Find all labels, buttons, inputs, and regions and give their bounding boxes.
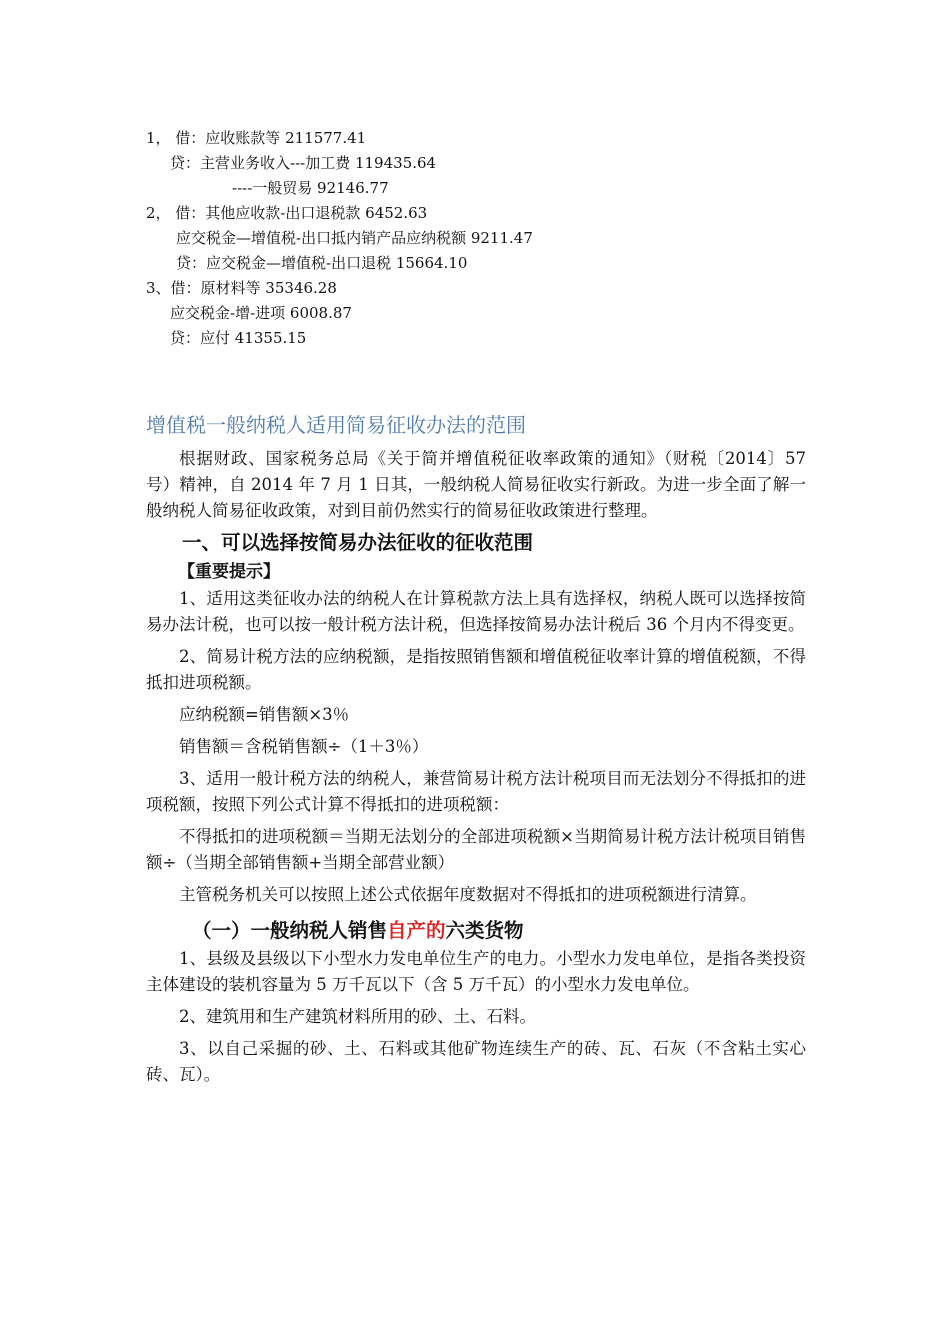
entry-line: 贷：主营业务收入---加工费 119435.64	[170, 154, 437, 172]
intro-paragraph: 根据财政、国家税务总局《关于简并增值税征收率政策的通知》（财税〔2014〕57 号）精神，自 2014 年 7 月 1 日其，一般纳税人简易征收实行新政。为进一步全面了解一般纳税人简易征收政策，对到目前仍然实行的简易征收政策进行整理。	[146, 449, 806, 520]
formula-tax-payable: 应纳税额=销售额×3％	[179, 705, 350, 724]
heading-six-goods-post: 六类货物	[445, 919, 524, 942]
entry-line: 2， 借：其他应收款-出口退税款 6452.63	[146, 204, 428, 222]
item-3: 3、以自己采掘的砂、土、石料或其他矿物连续生产的砖、瓦、石灰（不含粘土实心砖、瓦）。	[146, 1039, 806, 1084]
note-4: 主管税务机关可以按照上述公式依据年度数据对不得抵扣的进项税额进行清算。	[179, 885, 757, 904]
formula-sales-amount: 销售额＝含税销售额÷（1＋3％）	[179, 737, 429, 756]
section-title: 增值税一般纳税人适用简易征收办法的范围	[146, 413, 526, 437]
journal-entries	[146, 126, 846, 351]
item-1: 1、县级及县级以下小型水力发电单位生产的电力。小型水力发电单位，是指各类投资主体建设的装机容量为 5 万千瓦以下（含 5 万千瓦）的小型水力发电单位。	[146, 949, 806, 994]
note-1: 1、适用这类征收办法的纳税人在计算税款方法上具有选择权，纳税人既可以选择按简易办法计税，也可以按一般计税方法计税，但选择按简易办法计税后 36 个月内不得变更。	[146, 589, 806, 634]
heading-six-goods-pre: （一）一般纳税人销售	[192, 919, 388, 942]
entry-line: 贷：应交税金—增值税-出口退税 15664.10	[176, 254, 468, 272]
entry-line: 应交税金-增-进项 6008.87	[170, 304, 352, 322]
entry-line: 贷：应付 41355.15	[170, 329, 307, 347]
entry-line: 1， 借：应收账款等 211577.41	[146, 129, 367, 147]
item-2: 2、建筑用和生产建筑材料所用的砂、土、石料。	[179, 1007, 536, 1026]
heading-simple-method-scope: 一、可以选择按简易办法征收的征收范围	[182, 531, 534, 554]
main-content	[146, 408, 806, 1088]
entry-line: 应交税金—增值税-出口抵内销产品应纳税额 9211.47	[176, 229, 533, 247]
important-notice-label: 【重要提示】	[178, 562, 280, 582]
heading-six-goods	[146, 916, 806, 946]
formula-non-deductible: 不得抵扣的进项税额＝当期无法划分的全部进项税额×当期简易计税方法计税项目销售额÷（当期全部销售额+当期全部营业额）	[146, 827, 806, 872]
note-3: 3、适用一般计税方法的纳税人，兼营简易计税方法计税项目而无法划分不得抵扣的进项税额，按照下列公式计算不得抵扣的进项税额：	[146, 769, 806, 814]
entry-line: ----一般贸易 92146.77	[232, 179, 389, 197]
entry-line: 3、借：原材料等 35346.28	[146, 279, 337, 297]
heading-six-goods-highlight: 自产的	[387, 919, 446, 942]
note-2: 2、简易计税方法的应纳税额，是指按照销售额和增值税征收率计算的增值税额，不得抵扣进项税额。	[146, 647, 806, 692]
